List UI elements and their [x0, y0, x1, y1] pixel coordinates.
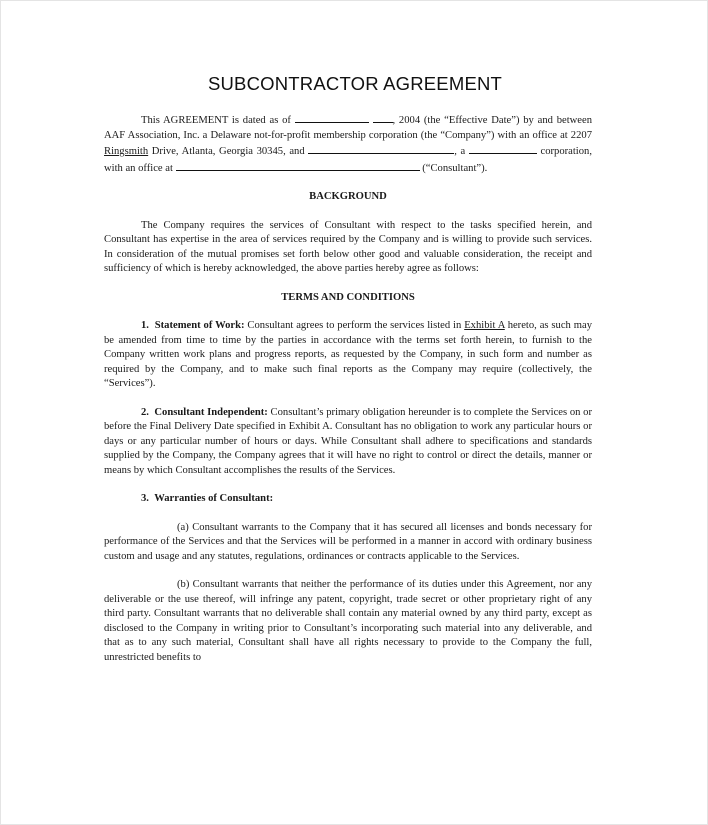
address-blank	[176, 160, 420, 171]
intro-text-4: , a	[454, 146, 466, 157]
background-heading: BACKGROUND	[309, 191, 387, 202]
exhibit-a-reference: Exhibit A	[464, 320, 505, 331]
document-title: SUBCONTRACTOR AGREEMENT	[207, 73, 503, 94]
section-2-text: Consultant’s primary obligation hereunder is to complete the Services on or before the Final Delivery Date specified in Exhibit A. Consultant has no obligation to work any particular hours or days or any particular number of hours or days. While Consultant shall adhere to specifications and standards supplied by the Company, the Company agrees that it will have no right to control or direct the details, manner or means by which Consultant accomplishes the results of the Services.	[104, 406, 593, 476]
section-2-paragraph	[104, 406, 592, 479]
section-3a-paragraph: (a) Consultant warrants to the Company that it has secured all licenses and bonds necessary for performance of the Services and that the Services will be performed in a manner in accord with ordinary business custom and usage and any statutes, regulations, ordinances or contracts applicable to the Services.	[104, 521, 592, 562]
section-1-paragraph	[104, 319, 592, 392]
section-2-title: 2. Consultant Independent:	[141, 406, 268, 418]
section-3-title: 3. Warranties of Consultant:	[141, 493, 274, 504]
terms-heading: TERMS AND CONDITIONS	[281, 291, 415, 303]
consultant-name-blank	[308, 143, 454, 154]
intro-text-3: Drive, Atlanta, Georgia 30345, and	[151, 146, 305, 157]
street-name: Ringsmith	[104, 146, 149, 157]
intro-text-5: corporation, with an office at	[104, 146, 592, 174]
day-blank	[373, 112, 393, 123]
section-1-text-a: Consultant agrees to perform the services listed in	[247, 320, 462, 331]
state-blank	[469, 143, 537, 154]
section-3b-paragraph: (b) Consultant warrants that neither the performance of its duties under this Agreement, nor any deliverable or the use thereof, will infringe any patent, copyright, trade secret or other proprietary right of any third party. Consultant warrants that no deliverable shall contain any material owned by any third party, except as disclosed to the Company in writing prior to Consultant’s incorporating such material into any deliverable, and that as to any such material, Consultant shall have all rights necessary to provide to the Company the full, unrestricted benefits to	[104, 579, 592, 663]
section-1-text-b: hereto, as such may be amended from time to time by the parties in accordance with the terms set forth herein, to furnish to the Company written work plans and progress reports, as requested by the Company, in such form and number as required by the Company, and to make such final reports as the Company may require (collectively, the “Services”).	[104, 320, 592, 389]
section-1-title: 1. Statement of Work:	[141, 320, 245, 331]
intro-paragraph	[104, 112, 592, 176]
background-paragraph: The Company requires the services of Consultant with respect to the tasks specified herein, and Consultant has expertise in the area of services required by the Company and is willing to provide such services. In consideration of the mutual promises set forth below other good and valuable consideration, the receipt and sufficiency of which is hereby acknowledged, the above parties hereby agree as follows:	[104, 219, 592, 274]
intro-text-1: This AGREEMENT is dated as of	[141, 115, 291, 126]
date-blank	[295, 112, 369, 123]
intro-text-2: , 2004 (the “Effective Date”) by and between AAF Association, Inc. a Delaware not-for-profit membership corporation (the “Company”) with an office at 2207	[104, 115, 592, 141]
document-body	[104, 112, 592, 665]
section-3-heading	[104, 492, 592, 507]
intro-text-6: (“Consultant”).	[422, 162, 488, 174]
